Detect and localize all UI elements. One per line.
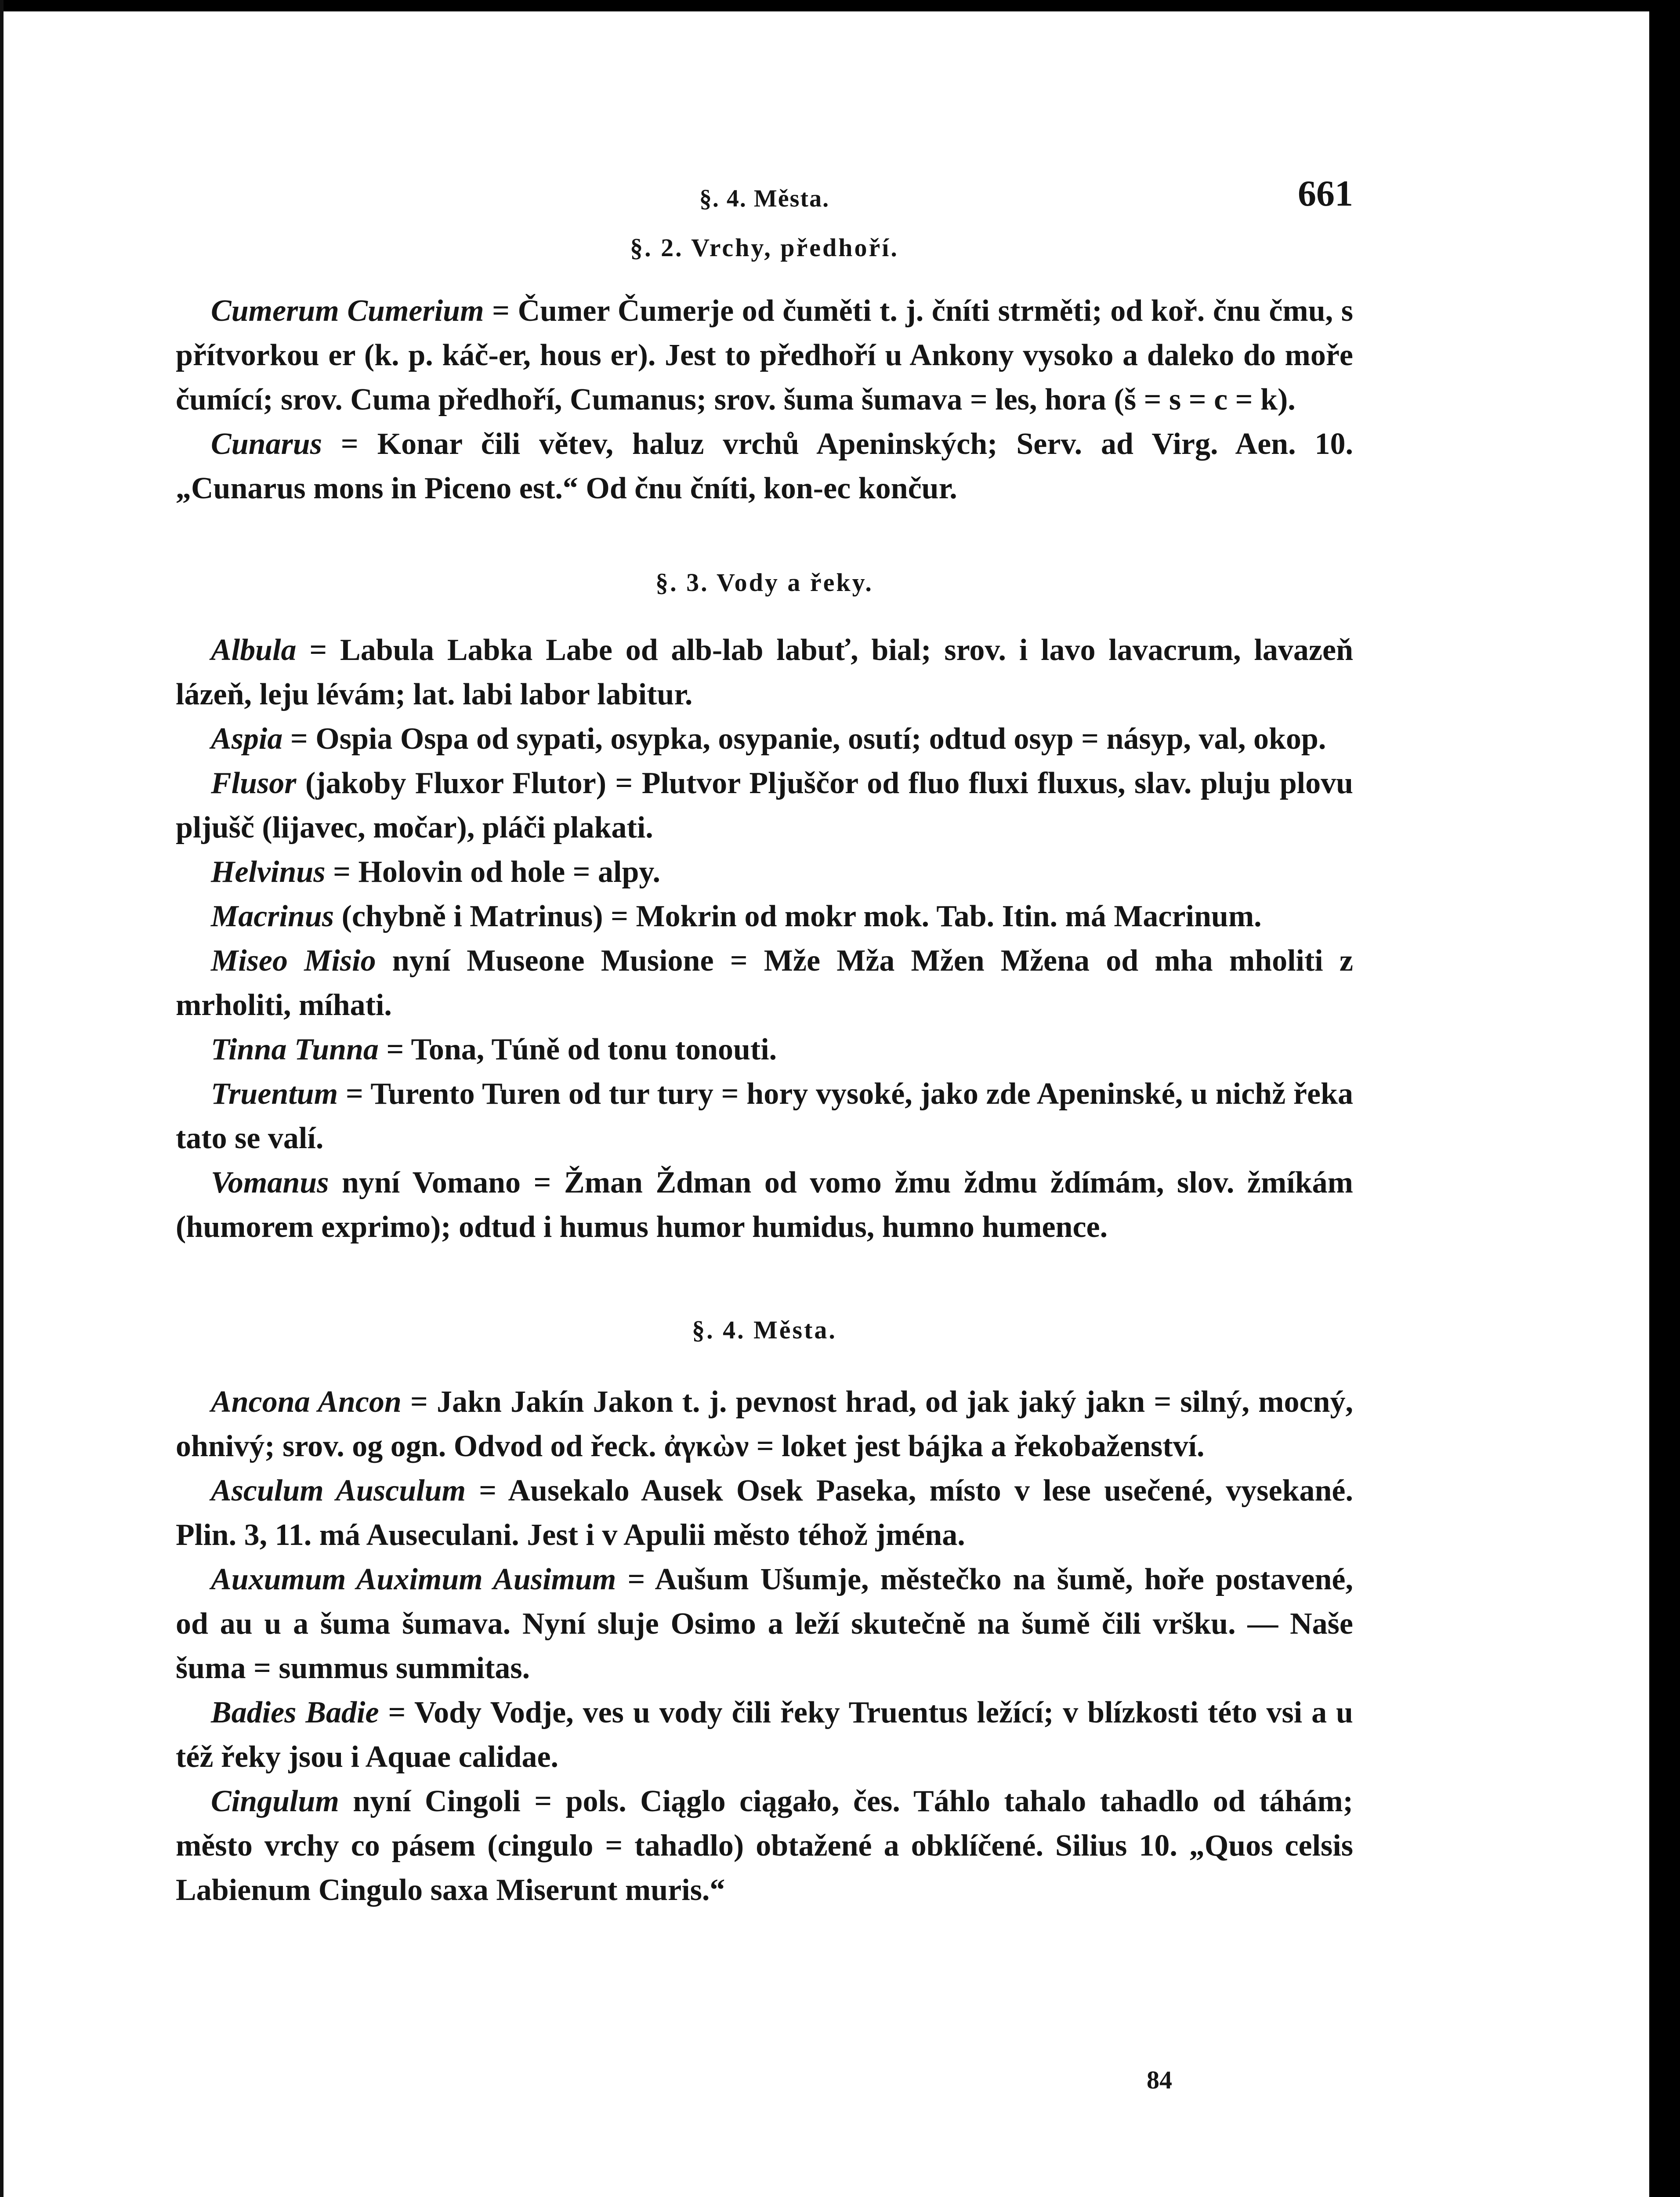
entry-text: = Konar čili větev, haluz vrchů Apeninských; Serv. ad Virg. Aen. 10. „Cunarus mons in Piceno est.“ Od čnu čníti, kon-ec končur. (176, 427, 1353, 505)
entry-text: = Ospia Ospa od sypati, osypka, osypanie, osutí; odtud osyp = násyp, val, okop. (282, 722, 1326, 756)
entry-text: (jakoby Fluxor Flutor) = Plutvor Pljuščor od fluo fluxi fluxus, slav. pluju plovu pljušč (lijavec, močar), pláči plakati. (176, 766, 1353, 845)
entry-helvinus (176, 850, 1353, 894)
running-title: §. 4. Města. (699, 185, 830, 212)
running-head (176, 132, 1353, 220)
entry-text: = Jakn Jakín Jakon t. j. pevnost hrad, od jak jaký jakn = silný, mocný, ohnivý; srov. og ogn. Odvod od řeck. ἀγκὼν = loket jest bájka a řekobaženství. (176, 1385, 1353, 1463)
entry-cunarus (176, 422, 1353, 511)
entry-term: Auxumum Auximum Ausimum (211, 1563, 616, 1596)
scan-border-top (0, 0, 1680, 11)
entry-albula (176, 628, 1353, 717)
entry-text: = Holovin od hole = alpy. (325, 855, 661, 889)
entry-text: nyní Museone Musione = Mže Mža Mžen Mžena od mha mholiti z mrholiti, míhati. (176, 944, 1353, 1022)
entry-term: Aspia (211, 722, 283, 756)
entry-cumerum (176, 289, 1353, 422)
page-number: 661 (1298, 173, 1353, 214)
entry-auxumum (176, 1557, 1353, 1690)
entry-term: Asculum Ausculum (211, 1474, 466, 1508)
entry-text: (chybně i Matrinus) = Mokrin od mokr mok. Tab. Itin. má Macrinum. (334, 899, 1262, 933)
entry-text: nyní Vomano = Žman Ždman od vomo žmu ždmu ždímám, slov. žmíkám (humorem exprimo); odtud i humus humor humidus, humno humence. (176, 1166, 1353, 1244)
entry-term: Truentum (211, 1077, 338, 1111)
entry-miseo (176, 939, 1353, 1027)
entry-text: = Čumer Čumerje od čuměti t. j. čníti strměti; od koř. čnu čmu, s přítvorkou er (k. p. káč-er, hous er). Jest to předhoří u Ankony vysoko a daleko do moře čumící; srov. Cuma předhoří, Cumanus; srov. šuma šumava = les, hora (š = s = c = k). (176, 294, 1354, 417)
entry-term: Vomanus (211, 1166, 329, 1200)
entry-cingulum (176, 1779, 1353, 1912)
entry-macrinus (176, 894, 1353, 939)
entry-term: Tinna Tunna (211, 1033, 379, 1066)
entry-text: nyní Cingoli = pols. Ciąglo ciągało, čes. Táhlo tahalo tahadlo od táhám; město vrchy co pásem (cingulo = tahadlo) obtažené a obklíčené. Silius 10. „Quos celsis Labienum Cingulo saxa Miserunt muris.“ (176, 1784, 1353, 1907)
entry-badies (176, 1690, 1353, 1779)
entry-asculum (176, 1468, 1353, 1557)
entry-text: = Turento Turen od tur tury = hory vysoké, jako zde Apeninské, u nichž řeka tato se valí. (176, 1077, 1353, 1155)
signature-mark: 84 (1147, 2066, 1172, 2094)
scan-border-left (0, 0, 4, 2197)
section-heading-vrchy: §. 2. Vrchy, předhoří. (630, 233, 899, 262)
entry-vomanus (176, 1160, 1353, 1249)
book-page (176, 132, 1353, 1912)
entry-term: Badies Badie (211, 1696, 379, 1729)
entry-term: Miseo Misio (211, 944, 376, 978)
section-heading-mesta: §. 4. Města. (692, 1316, 837, 1344)
entry-text: = Labula Labka Labe od alb-lab labuť, bial; srov. i lavo lavacrum, lavazeň lázeň, leju lévám; lat. labi labor labitur. (176, 633, 1353, 711)
entry-text: = Tona, Túně od tonu tonouti. (378, 1033, 777, 1066)
entry-term: Flusor (211, 766, 297, 800)
scan-border-right (1649, 0, 1680, 2197)
entry-text: = Vody Vodje, ves u vody čili řeky Truentus ležící; v blízkosti této vsi a u též řeky jsou i Aquae calidae. (176, 1696, 1353, 1774)
entry-term: Cingulum (211, 1784, 339, 1818)
entry-text: = Ausekalo Ausek Osek Paseka, místo v lese usečené, vysekané. Plin. 3, 11. má Auseculani. Jest i v Apulii město téhož jména. (176, 1474, 1353, 1552)
entry-tinna (176, 1027, 1353, 1072)
entry-term: Albula (211, 633, 297, 667)
entry-term: Macrinus (211, 899, 334, 933)
entry-term: Ancona Ancon (211, 1385, 402, 1419)
entry-flusor (176, 761, 1353, 850)
entry-term: Cumerum Cumerium (211, 294, 484, 328)
entry-aspia (176, 717, 1353, 761)
entry-truentum (176, 1072, 1353, 1160)
entry-ancona (176, 1380, 1353, 1468)
entry-term: Helvinus (211, 855, 326, 889)
entry-text: = Aušum Ušumje, městečko na šumě, hoře postavené, od au u a šuma šumava. Nyní sluje Osimo a leží skutečně na šumě čili vršku. — Naše šuma = summus summitas. (176, 1563, 1353, 1685)
entry-term: Cunarus (211, 427, 322, 461)
section-heading-vody: §. 3. Vody a řeky. (655, 568, 873, 597)
